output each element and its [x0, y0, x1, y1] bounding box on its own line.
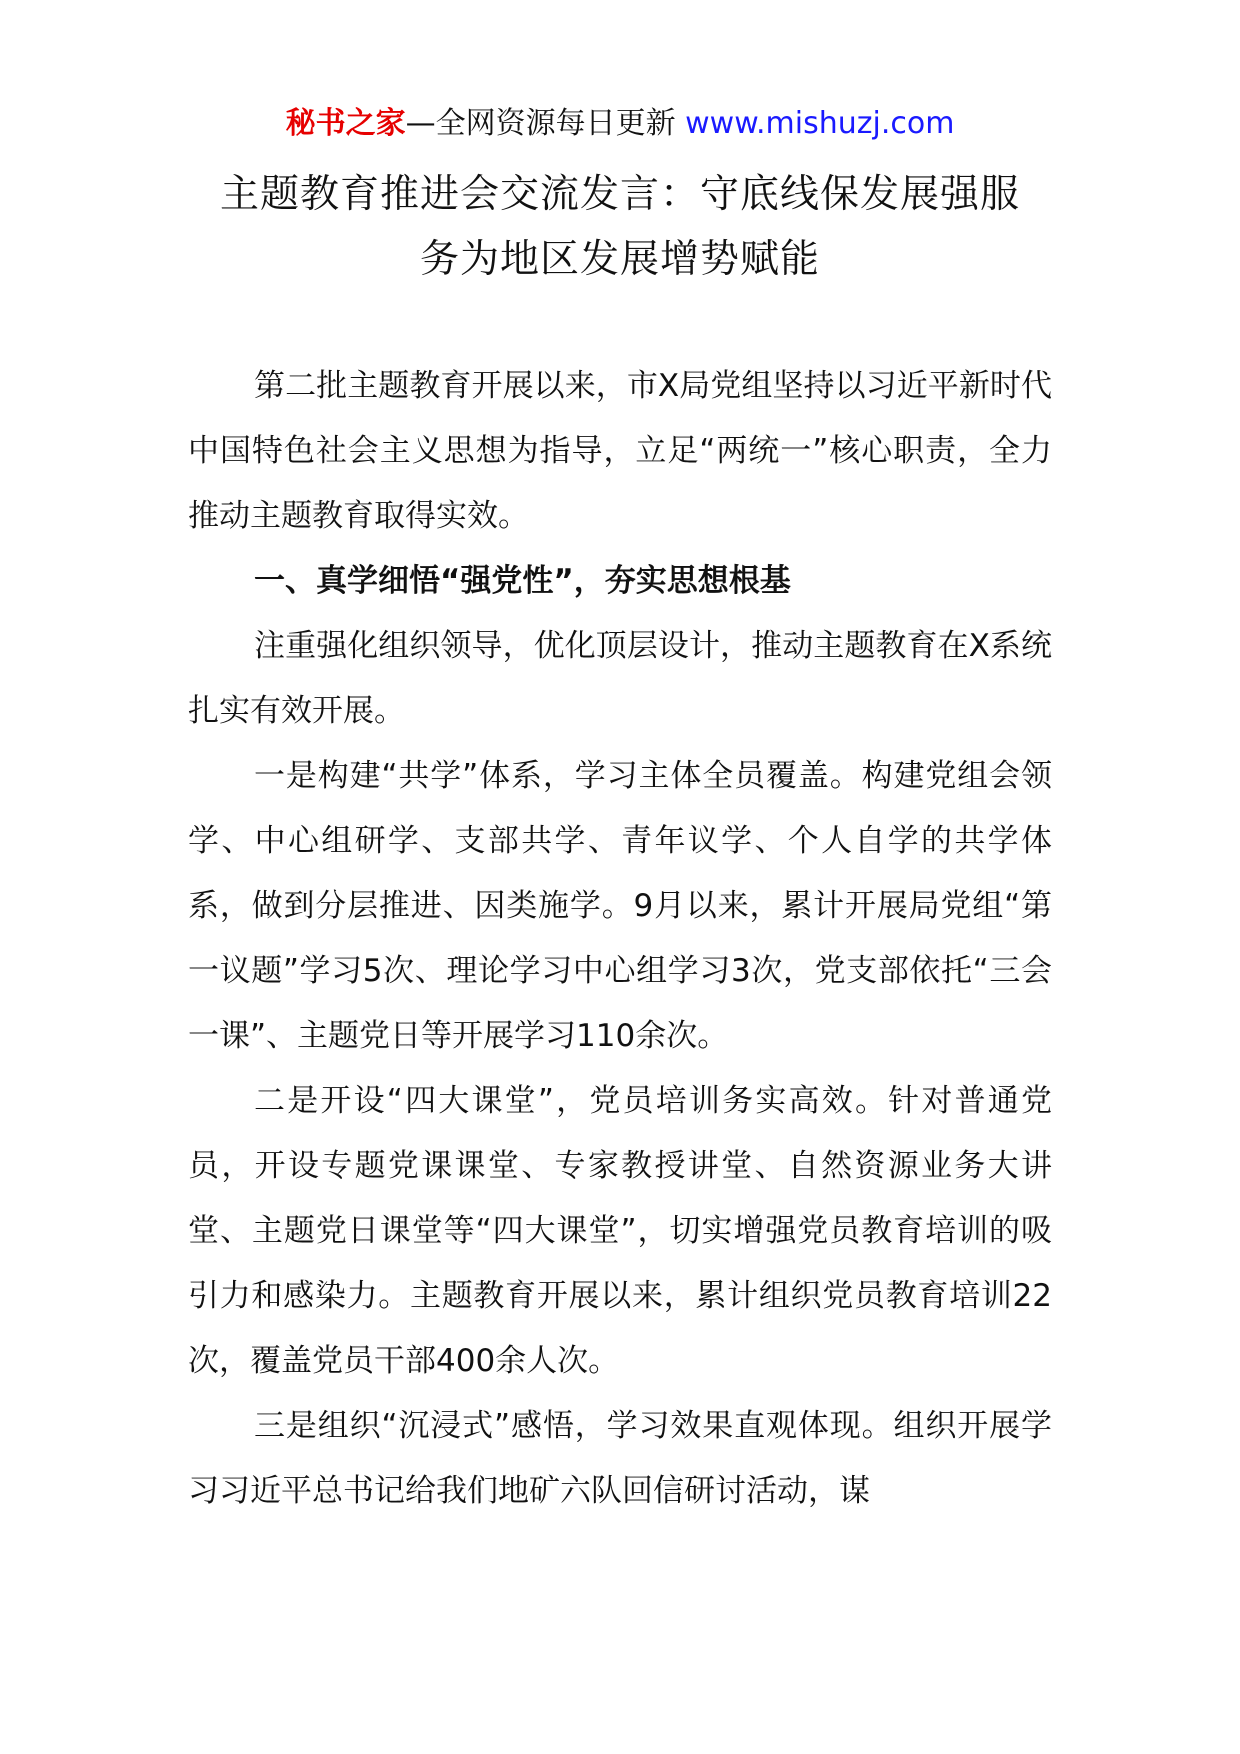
paragraph-point-3: 三是组织“沉浸式”感悟，学习效果直观体现。组织开展学习习近平总书记给我们地矿六队回信研讨活动，谋 — [188, 1408, 1052, 1509]
title-line-1: 主题教育推进会交流发言：守底线保发展强服 — [219, 172, 1020, 217]
watermark-brand: 秘书之家 — [285, 106, 406, 141]
paragraph-point-2: 二是开设“四大课堂”，党员培训务实高效。针对普通党员，开设专题党课课堂、专家教授讲堂、自然资源业务大讲堂、主题党日课堂等“四大课堂”，切实增强党员教育培训的吸引力和感染力。主题教育开展以来，累计组织党员教育培训22次，覆盖党员干部400余人次。 — [188, 1083, 1052, 1379]
watermark-tagline: —全网资源每日更新 — [405, 106, 686, 141]
document-title — [150, 162, 1090, 292]
watermark-header — [0, 102, 1240, 146]
section-heading-1: 一、真学细悟“强党性”，夯实思想根基 — [254, 563, 791, 599]
title-line-2: 务为地区发展增势赋能 — [419, 237, 820, 282]
paragraph-section-intro: 注重强化组织领导，优化顶层设计，推动主题教育在X系统扎实有效开展。 — [188, 628, 1052, 729]
paragraph-intro: 第二批主题教育开展以来，市X局党组坚持以习近平新时代中国特色社会主义思想为指导，立足“两统一”核心职责，全力推动主题教育取得实效。 — [188, 368, 1052, 534]
watermark-url[interactable]: www.mishuzj.com — [685, 106, 955, 141]
document-body — [188, 354, 1052, 1524]
paragraph-point-1: 一是构建“共学”体系，学习主体全员覆盖。构建党组会领学、中心组研学、支部共学、青年议学、个人自学的共学体系，做到分层推进、因类施学。9月以来，累计开展局党组“第一议题”学习5次、理论学习中心组学习3次，党支部依托“三会一课”、主题党日等开展学习110余次。 — [188, 758, 1052, 1054]
